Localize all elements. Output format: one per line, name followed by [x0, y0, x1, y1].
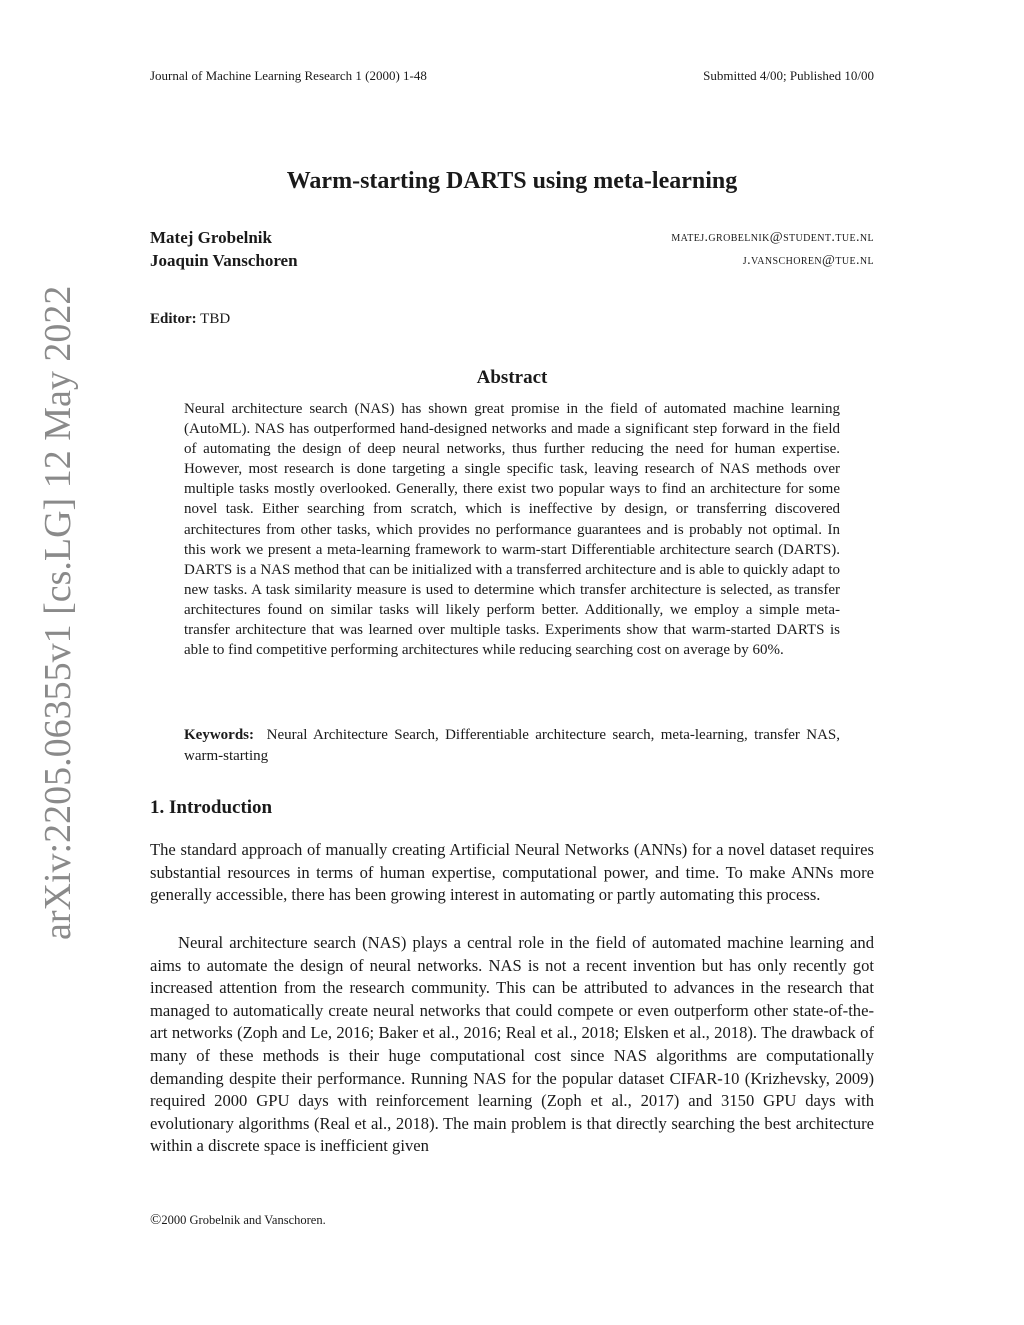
author-name-2: Joaquin Vanschoren [150, 251, 298, 270]
copyright-symbol: © [150, 1212, 162, 1228]
copyright-text: 2000 Grobelnik and Vanschoren. [161, 1213, 326, 1227]
arxiv-sidebar-stamp: arXiv:2205.06355v1 [cs.LG] 12 May 2022 [37, 285, 79, 940]
keywords-label: Keywords: [184, 727, 254, 743]
abstract-text: Neural architecture search (NAS) has shown great promise in the field of automated machine learning (AutoML). NAS has outperformed hand-designed networks and made a significant step forward in the field of automating the design of deep neural networks, thus further reducing the need for human expertise. However, most research is done targeting a single specific task, leaving research of NAS methods over multiple tasks mostly overlooked. Generally, there exist two popular ways to find an architecture for some novel task. Either searching from scratch, which is ineffective by design, or transferring discovered architectures from other tasks, which provides no performance guarantees and is probably not optimal. In this work we present a meta-learning framework to warm-start Differentiable architecture search (DARTS). DARTS is a NAS method that can be initialized with a transferred architecture and is able to quickly adapt to new tasks. A task similarity measure is used to determine which transfer architecture is selected, as transfer architectures found on similar tasks will likely perform better. Additionally, we employ a simple meta-transfer architecture that was learned over multiple tasks. Experiments show that warm-started DARTS is able to find competitive performing architectures while reducing searching cost on average by 60%. [184, 401, 840, 659]
copyright-footer [150, 1212, 326, 1229]
author-email-2: j.vanschoren@tue.nl [742, 253, 874, 268]
keywords [184, 725, 840, 766]
running-header-journal: Journal of Machine Learning Research 1 (2000) 1-48 [150, 68, 427, 83]
editor-label: Editor: [150, 311, 197, 327]
section-heading-introduction: 1. Introduction [150, 797, 273, 818]
intro-paragraph-1: The standard approach of manually creating Artificial Neural Networks (ANNs) for a novel dataset requires substantial resources in terms of human expertise, computational power, and time. To make ANNs more generally accessible, there has been growing interest in automating or partly automating this process. [150, 840, 874, 905]
abstract-heading: Abstract [476, 367, 548, 388]
author-email-1: matej.grobelnik@student.tue.nl [671, 230, 874, 245]
editor-line [150, 311, 230, 328]
intro-paragraph-2: Neural architecture search (NAS) plays a central role in the field of automated machine learning and aims to automate the design of neural networks. NAS is not a recent invention but has only recently got increased attention from the research community. This can be attributed to advances in the research that managed to automatically create neural networks that could compete or even outperform other state-of-the-art networks (Zoph and Le, 2016; Baker et al., 2016; Real et al., 2018; Elsken et al., 2018). The drawback of many of these methods is their huge computational cost since NAS algorithms are computationally demanding despite their performance. Running NAS for the popular dataset CIFAR-10 (Krizhevsky, 2009) required 2000 GPU days with reinforcement learning (Zoph et al., 2017) and 3150 GPU days with evolutionary algorithms (Real et al., 2018). The main problem is that directly searching the best architecture within a discrete space is inefficient given [150, 933, 874, 1156]
running-header-dates: Submitted 4/00; Published 10/00 [703, 68, 874, 83]
paper-title: Warm-starting DARTS using meta-learning [286, 168, 738, 194]
editor-value: TBD [200, 311, 231, 327]
keywords-text: Neural Architecture Search, Differentiable architecture search, meta-learning, transfer NAS, warm-starting [184, 727, 840, 764]
author-name-1: Matej Grobelnik [150, 228, 272, 247]
